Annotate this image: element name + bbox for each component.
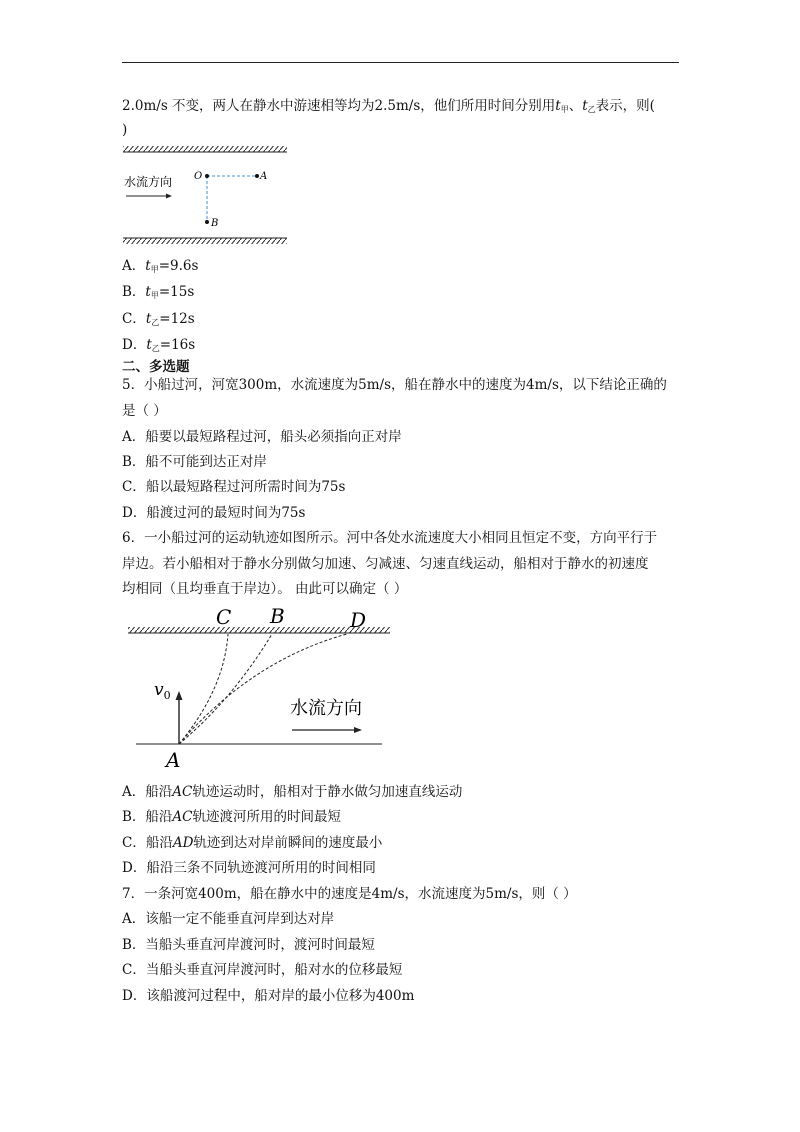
flow-arrow <box>126 194 172 199</box>
q5-option-d[interactable]: D．船渡过河的最短时间为75s <box>122 505 306 521</box>
q6-option-d[interactable]: D．船沿三条不同轨迹渡河所用的时间相同 <box>122 860 376 876</box>
q4-option-c[interactable]: C．$t_乙=12s$ <box>122 311 195 327</box>
section-title-multi-choice: 二、多选题 <box>122 359 190 375</box>
trajectory-AC <box>179 634 228 744</box>
q6-option-c[interactable]: C．船沿AD轨迹到达对岸前瞬间的速度最小 <box>122 835 383 851</box>
q6-line-2: 岸边。若小船相对于静水分别做匀加速、匀减速、匀速直线运动，船相对于静水的初速度 <box>122 556 649 572</box>
flow-direction-label: 水流方向 <box>290 698 362 719</box>
label-B: B <box>270 604 285 628</box>
label-D: D <box>350 608 367 632</box>
q6-option-b[interactable]: B．船沿AC轨迹渡河所用的时间最短 <box>122 809 342 825</box>
label-A: A <box>166 748 181 772</box>
q7-option-c[interactable]: C．当船头垂直河岸渡河时，船对水的位移最短 <box>122 962 403 978</box>
point-B <box>205 220 209 224</box>
velocity-v0-arrow <box>176 691 183 744</box>
q4-line-1: 2.0m/s 不变，两人在静水中游速相等均为2.5m/s，他们所用时间分别用$t_甲$、$t_乙$表示，则( <box>122 98 655 114</box>
q4-line-2: ) <box>122 122 128 138</box>
label-A: A <box>260 171 268 182</box>
point-O <box>205 174 209 178</box>
q7-option-a[interactable]: A．该船一定不能垂直河岸到达对岸 <box>122 911 335 927</box>
label-O: O <box>194 171 203 182</box>
q5-option-c[interactable]: C．船以最短路程过河所需时间为75s <box>122 479 346 495</box>
top-bank <box>123 146 287 152</box>
bottom-bank <box>123 238 287 244</box>
label-C: C <box>216 605 232 629</box>
label-B: B <box>211 218 219 229</box>
label-v0: $v_0$ <box>154 680 171 702</box>
q5-line-1: 5．小船过河，河宽300m，水流速度为5m/s，船在静水中的速度为4m/s，以下结论正确的 <box>122 377 667 393</box>
q7-line-1: 7．一条河宽400m，船在静水中的速度是4m/s，水流速度为5m/s，则（ ） <box>122 886 577 902</box>
q6-line-1: 6．一小船过河的运动轨迹如图所示。河中各处水流速度大小相同且恒定不变，方向平行于 <box>122 530 658 546</box>
q4-option-d[interactable]: D．$t_乙=16s$ <box>122 337 196 353</box>
q5-option-a[interactable]: A．船要以最短路程过河，船头必须指向正对岸 <box>122 429 402 445</box>
point-A <box>255 174 259 178</box>
q5-option-b[interactable]: B．船不可能到达正对岸 <box>122 454 267 470</box>
q5-line-2: 是（ ） <box>122 403 167 419</box>
q4-figure <box>120 144 292 250</box>
header-rule <box>122 62 679 63</box>
q4-option-a[interactable]: A．$t_甲=9.6s$ <box>122 258 199 274</box>
q4-option-b[interactable]: B．$t_甲=15s$ <box>122 284 195 300</box>
q7-option-b[interactable]: B．当船头垂直河岸渡河时，渡河时间最短 <box>122 937 375 953</box>
trajectory-AD <box>179 634 347 744</box>
flow-arrow <box>292 727 362 733</box>
q6-figure <box>122 600 394 772</box>
q6-line-3: 均相同（且均垂直于岸边）。 由此可以确定（ ） <box>122 581 408 597</box>
flow-direction-label: 水流方向 <box>124 175 173 189</box>
q6-option-a[interactable]: A．船沿AC轨迹运动时，船相对于静水做匀加速直线运动 <box>122 784 463 800</box>
q7-option-d[interactable]: D．该船渡河过程中，船对岸的最小位移为400m <box>122 988 415 1004</box>
